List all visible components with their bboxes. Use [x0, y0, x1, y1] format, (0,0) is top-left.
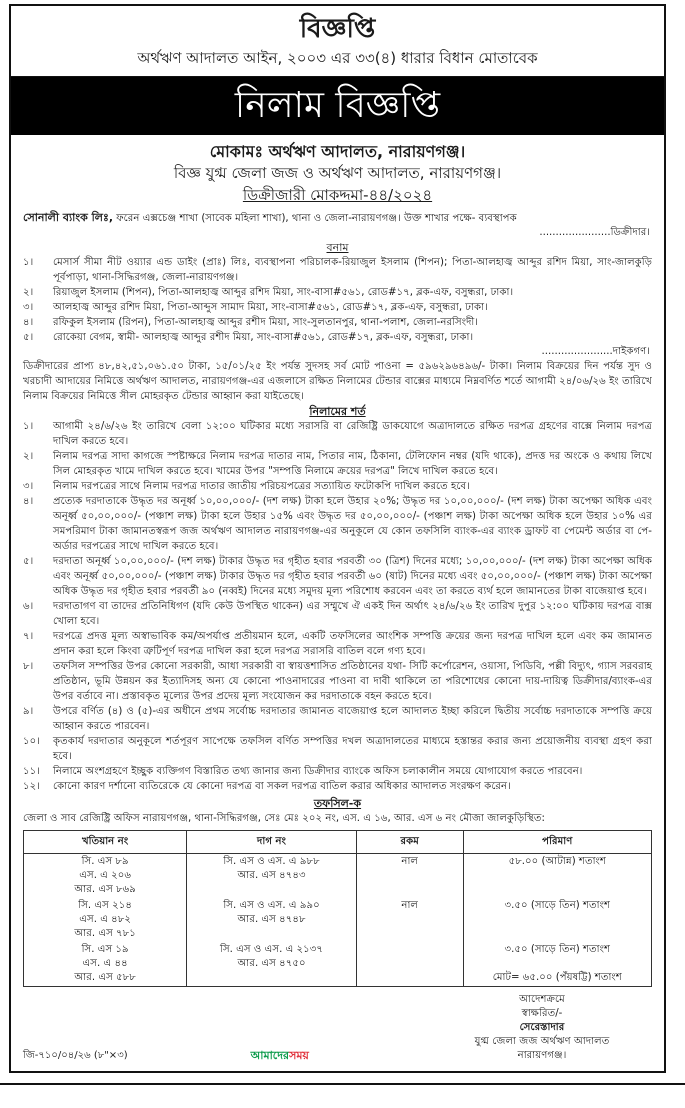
condition-text: নিলাম দরপত্রের সাথে নিলাম দরপত্র দাতার জাতীয় পরিচয়পত্রের সত্যায়িত ফটোকপি দাখিল করতে হবে। [53, 481, 470, 492]
condition-text: নিলাম দরপত্র সাদা কাগজে স্পষ্টাক্ষরে নিলাম দরপত্র দাতার নাম, পিতার নাম, ঠিকানা, টেলিফোন নম্বর (যদি থাকে), প্রদত্ত দর অংকে ও কথায় লিখে সিল মোহরকৃত খামে দাখিল করতে হবে। খামের উপর "সম্পত্তি নিলামে ক্রয়ের দরপত্র" লিখে দাখিল করতে হবে। [53, 451, 652, 477]
plaintiff-role: ......................ডিক্রীদার। [539, 227, 650, 238]
court-line-2: বিজ্ঞ যুগ্ম জেলা জজ ও অর্থঋণ আদালত, নারায়ণগঞ্জ। [173, 164, 502, 182]
signature-court: যুগ্ম জেলা জজ অর্থঋণ আদালত [474, 1036, 610, 1047]
column-header: খতিয়ান নং [24, 831, 187, 854]
condition-number: ৩। [23, 481, 34, 492]
signature-signed: স্বাক্ষরিত/- [521, 1008, 563, 1019]
amount-value: ৩.৫০ (সাড়ে তিন) শতাংশ [504, 900, 611, 911]
summary-paragraph: ডিক্রীদারের প্রাপ্য ৪৮,৪২,৫১,০৬১.৫০ টাকা, ১৫/০১/২৫ ইং পর্যন্ত সুদসহ সর্ব মোট পাওনা = ৫৯৬২৯৬৪৯৬/- টাকা। নিলাম বিক্রয়ের দিন পর্যন্ত সুদ ও খরচাদী আদায়ের নিমিত্তে অর্থঋণ আদালত, নারায়ণগঞ্জ-এর এজলাসে রক্ষিত নিলামের টেন্ডার বাক্সের মাধ্যমে নিম্নবর্ণিত শর্তে আগামী ২৪/০৬/২৬ ইং তারিখে নিলাম বিক্রয়ের নিমিত্তে সীল মোহরকৃত টেন্ডার আহ্বান করা যাইতেছে। [23, 361, 652, 402]
condition-item [23, 734, 652, 764]
defendant-text: রিয়াজুল ইসলাম (শিপন), পিতা-আলহাজ্ব আব্দুর রশিদ মিয়া, সাং-বাসা#৫৬১, রোড#১৭, ব্লক-এফ, বসুন্ধরা, ঢাকা। [53, 287, 514, 298]
signature-order: আদেশক্রমে [519, 994, 565, 1005]
schedule-intro: জেলা ও সাব রেজিষ্ট্রি অফিস নারায়ণগঞ্জ, থানা-সিদ্ধিরগঞ্জ, সেঃ মেঃ ২০২ নং, এস. এ ১৬, আর. এস ৬ নং মৌজা জালকুড়িস্থিত: [23, 813, 545, 824]
condition-text: কোনো কারণ দর্শানো ব্যতিরেকে যে কোনো দরপত্র বা সকল দরপত্র বাতিল করার অধিকার আদালত সংরক্ষণ করেন। [53, 781, 511, 792]
auction-banner: নিলাম বিজ্ঞপ্তি [11, 77, 664, 135]
khatian-line: সি. এস ১৯ [81, 944, 129, 955]
conditions-title: নিলামের শর্ত [309, 405, 366, 418]
condition-number: ২। [23, 451, 34, 462]
khatian-line: আর. এস ৭৮১ [74, 928, 136, 939]
condition-text: আগামী ২৪/৬/২৬ ইং তারিখে বেলা ১২:০০ ঘটিকার মধ্যে সরাসরি বা রেজিষ্ট্রি ডাকযোগে অত্রাদালতে রক্ষিত দরপত্র গ্রহণের বাক্সে নিলাম দরপত্র দাখিল করতে হবে। [53, 421, 652, 447]
dag-cell [187, 898, 357, 942]
dag-line: আর. এস ৪৭৫০ [237, 958, 306, 969]
defendant-text: রফিকুল ইসলাম (রিপন), পিতা-আলহাজ্ব আব্দুর রশীদ মিয়া, সাং-সুলতানপুর, থানা-পলাশ, জেলা-নরসিংদী। [53, 317, 478, 328]
defendant-number: ৫। [23, 332, 34, 343]
total-value: মোট= ৬৫.০০ (পঁয়ষট্টি) শতাংশ [492, 972, 622, 983]
khatian-line: সি. এস ২১৪ [78, 900, 132, 911]
amount-cell [463, 942, 651, 987]
condition-item [23, 419, 652, 449]
signature-block [432, 993, 652, 1063]
notice-footer [11, 987, 664, 1063]
condition-number: ৯। [23, 706, 34, 717]
table-row [24, 854, 652, 899]
next-notice-border [0, 1083, 685, 1091]
khatian-cell [24, 898, 187, 942]
defendant-item [23, 300, 652, 315]
dag-line: আর. এস ৪৭৪৮ [237, 914, 306, 925]
khatian-line: এস. এ ৪৪ [82, 958, 128, 969]
dag-line: সি. এস ও এস. এ ৯৮৮ [223, 856, 320, 867]
reference-code: জি-৭১০/০৪/২৬ (৮"×৩) [23, 1050, 128, 1061]
spacer [465, 957, 650, 971]
condition-text: দরদাতাগণ বা তাদের প্রতিনিধিগণ (যদি কেউ উপস্থিত থাকেন) এর সম্মুখে ঐ একই দিন অর্থাৎ ২৪/৬/২৬ ইং তারিখ দুপুর ১২:০০ ঘটিকায় দরপত্র বাক্স খোলা হবে। [53, 601, 652, 627]
column-header: পরিমাণ [463, 831, 651, 854]
dag-cell [187, 942, 357, 987]
defendant-item [23, 285, 652, 300]
notice-title: বিজ্ঞপ্তি [299, 14, 376, 44]
defendant-number: ২। [23, 287, 34, 298]
condition-item [23, 479, 652, 494]
condition-text: দরদাতা অনূর্ধ্ব ১০,০০,০০০/- (দশ লক্ষ) টাকার উদ্ধৃত দর গৃহীত হবার পরবর্তী ৩০ (ত্রিশ) দিনের মধ্যে; ১০,০০,০০০/- (দশ লক্ষ) টাকা অপেক্ষা অধিক এবং অনূর্ধ্ব ৫০,০০,০০০/- (পঞ্চাশ লক্ষ) টাকার উদ্ধৃত দর গৃহীত হবার পরবর্তী ৬০ (ষাট) দিনের মধ্যে এবং ৫০,০০,০০০/- (পঞ্চাশ লক্ষ) টাকা অপেক্ষা অধিক উদ্ধৃত দর গৃহীত হবার পরবর্তী ৯০ (নব্বই) দিনের মধ্যে সমুদয় মূল্য পরিশোধ করবেন এবং তা করতে ব্যর্থ হলে জামানতের টাকা বাজেয়াপ্ত হবে। [53, 556, 652, 597]
defendant-item [23, 330, 652, 345]
defendants-list [11, 255, 664, 345]
column-header: রকম [356, 831, 463, 854]
khatian-line: আর. এস ৮৬৯ [74, 884, 136, 895]
type-value: নাল [401, 856, 418, 867]
condition-number: ৪। [23, 496, 34, 507]
condition-item [23, 494, 652, 554]
condition-text: নিলামে অংশগ্রহণে ইচ্ছুক ব্যক্তিগণ বিস্তারিত তথ্য জানার জন্য ডিক্রীদার ব্যাংকে অফিস চলাকালীন সময়ে যোগাযোগ করতে পারবেন। [53, 766, 583, 777]
khatian-line: এস. এ ২০৬ [79, 870, 132, 881]
defendant-item [23, 255, 652, 285]
watermark-part-2: সময় [289, 1049, 309, 1062]
signature-title: সেরেস্তাদার [519, 1022, 565, 1033]
condition-item [23, 449, 652, 479]
condition-text: কৃতকার্য দরদাতার অনুকূলে শর্তপূরণ সাপেক্ষে তফসিল বর্ণিত সম্পত্তির দখল অত্রাদালতের মাধ্যমে হস্তান্তর করার জন্য প্রয়োজনীয় ব্যবস্থা গ্রহণ করা হবে। [53, 736, 652, 762]
defendant-text: রোকেয়া বেগম, স্বামী- আলহাজ্ব আব্দুর রশীদ মিয়া, সাং-বাসা#৫৬১, রোড#১৭, ব্লক-এফ, বসুন্ধরা, ঢাকা। [53, 332, 474, 343]
versus-label: বনাম [326, 241, 349, 254]
schedule-title: তফসিল-ক [313, 797, 362, 810]
plaintiff-info [11, 210, 664, 226]
condition-item [23, 659, 652, 704]
bank-name: সোনালী ব্যাংক লিঃ, [23, 211, 113, 224]
type-cell [356, 942, 463, 987]
column-header: দাগ নং [187, 831, 357, 854]
condition-text: উপরে বর্ণিত (৪) ও (৫)-এর অধীনে প্রথম সর্বোচ্চ দরদাতার জামানত বাজেয়াপ্ত হলে আদালত ইচ্ছা করিলে দ্বিতীয় সর্বোচ্চ দরদাতাকে সম্পত্তি ক্রয়ে আহ্বান করতে পারবেন। [53, 706, 652, 732]
dag-line: সি. এস ও এস. এ ২১৩৭ [220, 944, 324, 955]
table-header-row [24, 831, 652, 854]
condition-item [23, 599, 652, 629]
dag-line: আর. এস ৪৭৪৩ [237, 870, 306, 881]
condition-number: ৮। [23, 661, 34, 672]
condition-number: ৭। [23, 631, 34, 642]
case-number: ডিক্রীজারী মোকদ্দমা-৪৪/২০২৪ [242, 186, 433, 204]
condition-item [23, 779, 652, 794]
table-row [24, 942, 652, 987]
bank-details: ফরেন এক্সচেঞ্জ শাখা (সাবেক মহিলা শাখা), থানা ও জেলা-নারায়ণগঞ্জ। উক্ত শাখার পক্ষে- ব্যবস্থাপক [113, 213, 517, 224]
amount-value: ৫৮.০০ (আটান্ন) শতাংশ [508, 856, 606, 867]
defendant-role: ......................দাইকগণ। [541, 346, 650, 357]
court-line-1: মোকামঃ অর্থঋণ আদালত, নারায়ণগঞ্জ। [209, 142, 466, 161]
type-cell [356, 898, 463, 942]
defendant-number: ৪। [23, 317, 34, 328]
khatian-line: এস. এ ৪৮২ [79, 914, 132, 925]
condition-text: প্রত্যেক দরদাতাকে উদ্ধৃত দর অনূর্ধ্ব ১০,০০,০০০/- (দশ লক্ষ) টাকা হলে উহার ২০%; উদ্ধৃত দর ১০,০০,০০০/- (দশ লক্ষ) টাকা অপেক্ষা অধিক এবং অনূর্ধ্ব ৫০,০০,০০০/- (পঞ্চাশ লক্ষ) টাকা হলে উহার ১৫% এবং উদ্ধৃত দর ৫০,০০,০০০/- (পঞ্চাশ লক্ষ) টাকা অপেক্ষা অধিক হলে উহার ১০% এর সমপরিমাণ টাকা জামানতস্বরূপ জজ অর্থঋণ আদালত নারায়ণগঞ্জ-এর অনুকূলে যে কোন তফসিলি ব্যাংক-এর ব্যাংক ড্রাফট বা পেমেন্ট অর্ডার বা পে-অর্ডার দরপত্রের সাথে দাখিল করতে হবে। [53, 496, 652, 552]
schedule-table [23, 830, 652, 987]
notice-header [11, 6, 664, 77]
dag-line: সি. এস ও এস. এ ৯৯০ [223, 900, 320, 911]
dag-cell [187, 854, 357, 899]
type-value: নাল [401, 900, 418, 911]
condition-item [23, 704, 652, 734]
condition-number: ১। [23, 421, 34, 432]
newspaper-watermark [251, 1049, 309, 1063]
khatian-line: আর. এস ৫৮৮ [74, 972, 136, 983]
condition-number: ৫। [23, 556, 34, 567]
condition-number: ১১। [23, 766, 40, 777]
type-cell [356, 854, 463, 899]
notice-subtitle: অর্থঋণ আদালত আইন, ২০০৩ এর ৩৩(৪) ধারার বিধান মোতাবেক [137, 49, 538, 67]
condition-number: ১০। [23, 736, 40, 747]
amount-cell [463, 854, 651, 899]
conditions-list [11, 419, 664, 794]
condition-text: দরপত্রে প্রদত্ত মূল্য অস্বাভাবিক কম/অপর্যাপ্ত প্রতীয়মান হলে, একটি তফসিলের আংশিক সম্পত্তি ক্রয়ের জন্য দরপত্র দাখিল হলে এবং কম জামানত প্রদান করা হলে কিংবা ত্রুটিপূর্ণ দরপত্র দাখিল করা হলে দরপত্র সরাসরি বাতিল বলে গণ্য হবে। [53, 631, 652, 657]
auction-notice [9, 4, 666, 1073]
table-row [24, 898, 652, 942]
khatian-cell [24, 854, 187, 899]
defendant-number: ১। [23, 257, 34, 268]
amount-cell [463, 898, 651, 942]
khatian-cell [24, 942, 187, 987]
amount-value: ৩.৫০ (সাড়ে তিন) শতাংশ [504, 944, 611, 955]
condition-number: ৬। [23, 601, 34, 612]
court-info [11, 135, 664, 206]
khatian-line: সি. এস ৮৯ [81, 856, 129, 867]
condition-item [23, 629, 652, 659]
defendant-text: মেসার্স সীমা নীট ওয়্যার এন্ড ডাইং (প্রাঃ) লিঃ, ব্যবস্থাপনা পরিচালক-রিয়াজুল ইসলাম (শিপন); পিতা-আলহাজ্ব আব্দুর রশিদ মিয়া, সাং-জালকুড়ি পূর্বপাড়া, থানা-সিদ্ধিরগঞ্জ, জেলা-নারায়ণগঞ্জ। [53, 257, 652, 283]
defendant-item [23, 315, 652, 330]
condition-item [23, 764, 652, 779]
condition-number: ১২। [23, 781, 40, 792]
defendant-text: আলহাজ্ব আব্দুর রশিদ মিয়া, পিতা-আব্দুস সামাদ মিয়া, সাং-বাসা#৫৬১, রোড#১৭, ব্লক-এফ, বসুন্ধরা, ঢাকা। [53, 302, 488, 313]
condition-text: তফসিল সম্পত্তির উপর কোনো সরকারী, আধা সরকারী বা স্বায়ত্তশাসিত প্রতিষ্ঠানের যথা- সিটি কর্পোরেশন, ওয়াসা, পিডিবি, পল্লী বিদ্যুৎ, গ্যাস সরবরাহ প্রতিষ্ঠান, ভূমি উন্নয়ন কর ইত্যাদিসহ অন্য যে কোনো পাওনাদারের পাওনা বা দাবী থাকিলে তা পরিশোধের কোনো দায়-দায়িত্ব ডিক্রীদার/ব্যাংক-এর উপর বর্তাবে না। প্রস্তাবকৃত মূল্যের উপর প্রদেয় মূল্য সংযোজন কর দরদাতাকে বহন করতে হবে। [53, 661, 652, 702]
signature-place: নারায়ণগঞ্জ। [517, 1050, 567, 1061]
condition-item [23, 554, 652, 599]
defendant-number: ৩। [23, 302, 34, 313]
watermark-part-1: আমাদের [250, 1049, 290, 1062]
